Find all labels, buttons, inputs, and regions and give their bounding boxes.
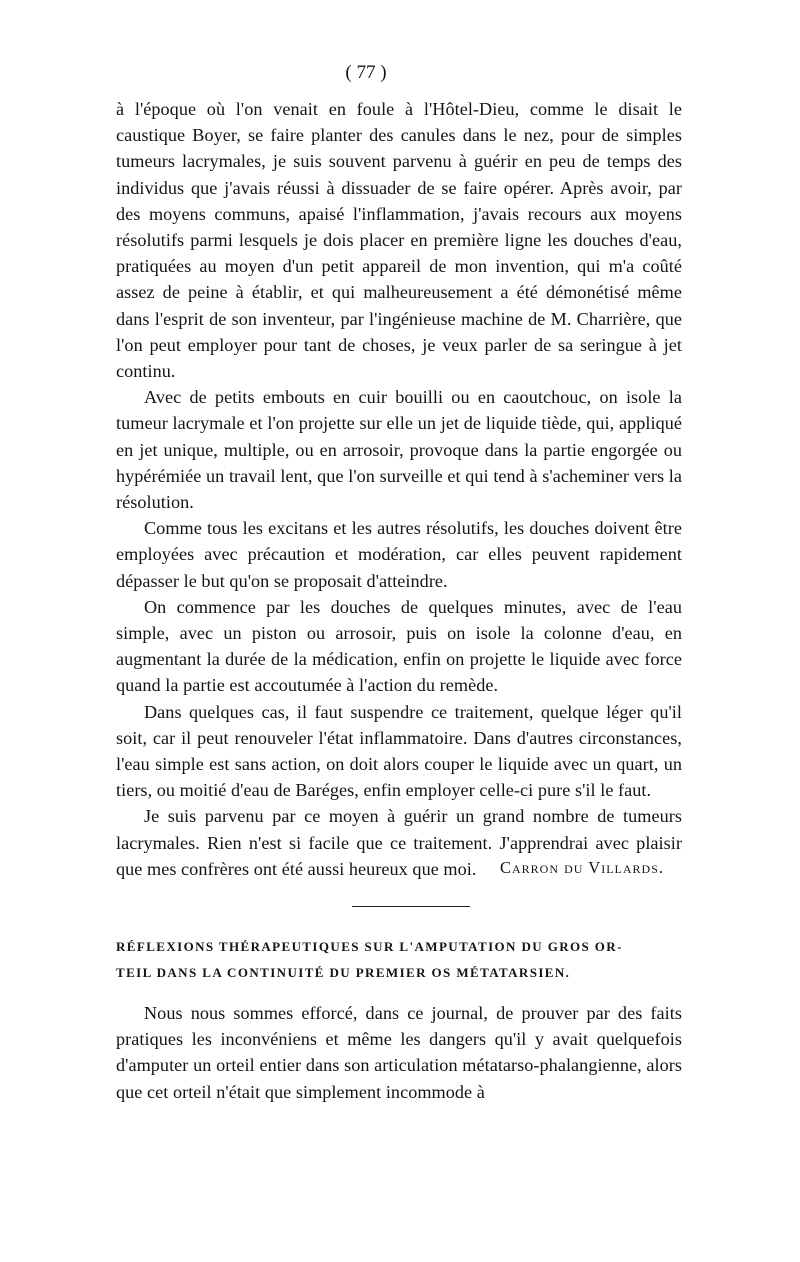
section-divider (352, 906, 470, 907)
section-heading (116, 934, 682, 986)
article-body (116, 96, 682, 882)
section-heading-line-1: RÉFLEXIONS THÉRAPEUTIQUES SUR L'AMPUTATION DU GROS OR- (116, 939, 623, 954)
paragraph: Dans quelques cas, il faut suspendre ce traitement, quelque léger qu'il soit, car il peut renouveler l'état inflammatoire. Dans d'autres circonstances, l'eau simple est sans action, on doit alors couper le liquide avec un quart, un tiers, ou moitié d'eau de Baréges, enfin employer celle-ci pure s'il le faut. (116, 701, 682, 801)
paragraph: à l'époque où l'on venait en foule à l'Hôtel-Dieu, comme le disait le caustique Boyer, se faire planter des canules dans le nez, pour de simples tumeurs lacrymales, je suis souvent parvenu à guérir en peu de temps des individus que j'avais réussi à dissuader de se faire opérer. Après avoir, par des moyens communs, apaisé l'inflammation, j'avais recours aux moyens résolutifs parmi lesquels je dois placer en première ligne les douches d'eau, pratiquées au moyen d'un petit appareil de mon invention, qui m'a coûté assez de peine à établir, et qui malheureusement a été démonétisé même dans l'esprit de son inventeur, par l'ingénieuse machine de M. Charrière, que l'on peut employer pour tant de choses, je veux parler de sa seringue à jet continu. (116, 99, 682, 382)
author-signature: Carron du Villards. (499, 858, 664, 877)
paragraph: On commence par les douches de quelques minutes, avec de l'eau simple, avec un piston ou arrosoir, puis on isole la colonne d'eau, en augmentant la durée de la médication, enfin on projette le liquide avec force quand la partie est accoutumée à l'action du remède. (116, 596, 682, 696)
page-number: ( 77 ) (345, 62, 387, 83)
paragraph: Avec de petits embouts en cuir bouilli ou en caoutchouc, on isole la tumeur lacrymale et l'on projette sur elle un jet de liquide tiède, qui, appliqué en jet unique, multiple, ou en arrosoir, provoque dans la partie engorgée ou hypérémiée un travail lent, que l'on surveille et qui tend à s'acheminer vers la résolution. (116, 387, 682, 513)
paragraph: Comme tous les excitans et les autres résolutifs, les douches doivent être employées avec précaution et modération, car elles peuvent rapidement dépasser le but qu'on se proposait d'atteindre. (116, 518, 682, 591)
paragraph: Nous nous sommes efforcé, dans ce journal, de prouver par des faits pratiques les inconvéniens et même les dangers qu'il y avait quelquefois d'amputer un orteil entier dans son articulation métatarso-phalangienne, alors que cet orteil n'était que simplement incommode à (116, 1003, 682, 1102)
next-article-body (116, 1000, 682, 1105)
paragraph: Je suis parvenu par ce moyen à guérir un grand nombre de tumeurs lacrymales. Rien n'est si facile que ce traitement. J'apprendrai avec plaisir que mes confrères ont été aussi heureux que moi. (116, 806, 682, 879)
section-heading-line-2: TEIL DANS LA CONTINUITÉ DU PREMIER OS MÉTATARSIEN. (116, 965, 571, 980)
